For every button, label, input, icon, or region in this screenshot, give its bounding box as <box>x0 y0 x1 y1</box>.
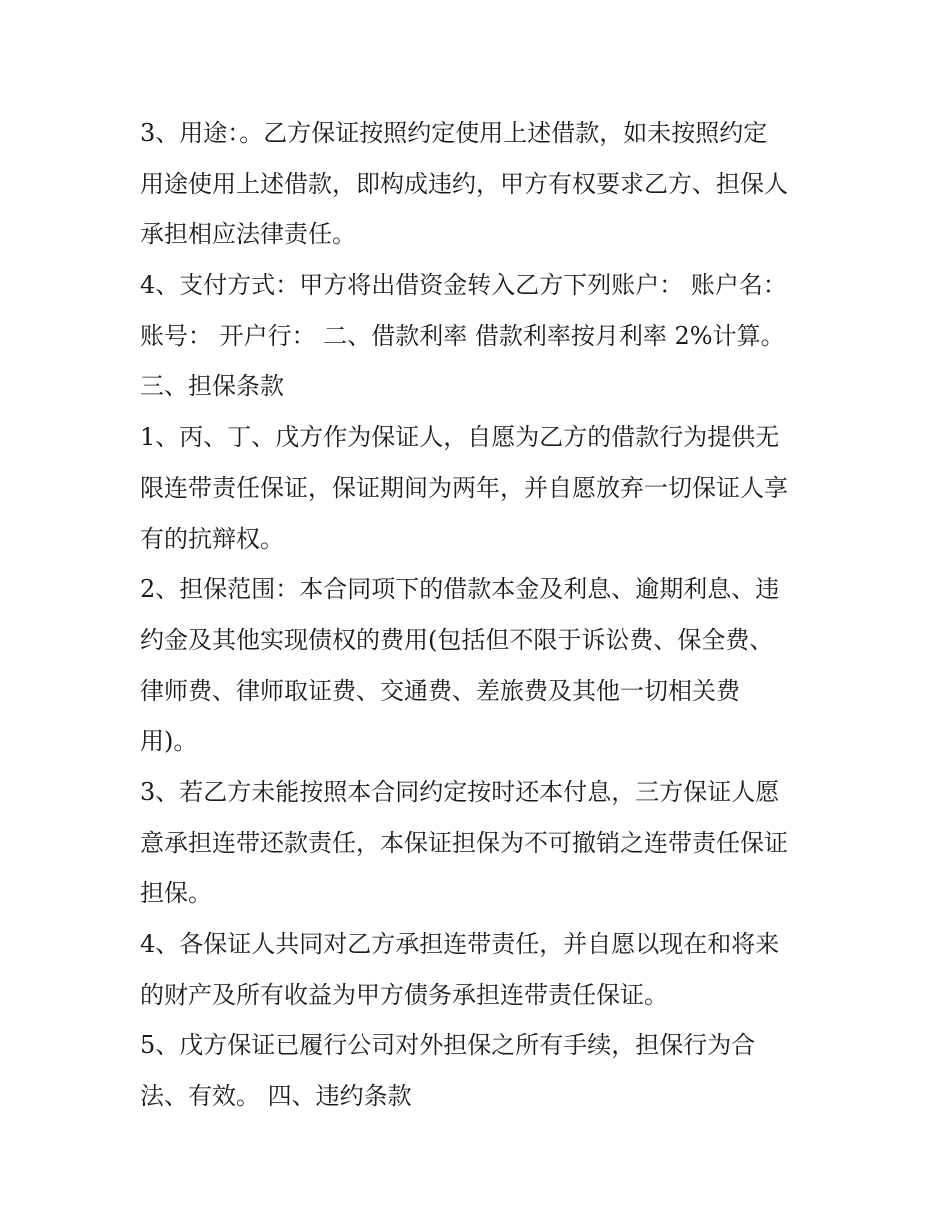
text-line-14: 3、若乙方未能按照本合同约定按时还本付息，三方保证人愿 <box>140 777 780 806</box>
text-line-5: 账号： 开户行： 二、借款利率 借款利率按月利率 2%计算。 <box>140 321 785 350</box>
text-line-1: 3、用途：。乙方保证按照约定使用上述借款，如未按照约定 <box>140 119 768 147</box>
text-line-7: 1、丙、丁、戊方作为保证人，自愿为乙方的借款行为提供无 <box>140 423 780 452</box>
text-line-3: 承担相应法律责任。 <box>140 220 356 249</box>
text-line-8: 限连带责任保证，保证期间为两年，并自愿放弃一切保证人享 <box>140 473 788 502</box>
text-line-9: 有的抗辩权。 <box>140 524 284 553</box>
text-line-11: 约金及其他实现债权的费用(包括但不限于诉讼费、保全费、 <box>140 625 774 654</box>
text-line-20: 法、有效。 四、违约条款 <box>140 1082 412 1111</box>
section-heading-guarantee: 三、担保条款 <box>140 372 284 401</box>
text-line-12: 律师费、律师取证费、交通费、差旅费及其他一切相关费 <box>140 676 740 705</box>
text-line-2: 用途使用上述借款，即构成违约，甲方有权要求乙方、担保人 <box>140 169 788 198</box>
text-line-18: 的财产及所有收益为甲方债务承担连带责任保证。 <box>140 980 668 1009</box>
document-body <box>140 108 820 1122</box>
text-line-19: 5、戊方保证已履行公司对外担保之所有手续，担保行为合 <box>140 1031 756 1060</box>
text-line-15: 意承担连带还款责任，本保证担保为不可撤销之连带责任保证 <box>140 828 788 857</box>
text-line-10: 2、担保范围：本合同项下的借款本金及利息、逾期利息、违 <box>140 575 780 604</box>
text-line-17: 4、各保证人共同对乙方承担连带责任，并自愿以现在和将来 <box>140 930 780 958</box>
text-line-13: 用)。 <box>140 727 198 756</box>
text-line-16: 担保。 <box>140 879 212 908</box>
text-line-4: 4、支付方式：甲方将出借资金转入乙方下列账户： 账户名： <box>140 271 787 300</box>
